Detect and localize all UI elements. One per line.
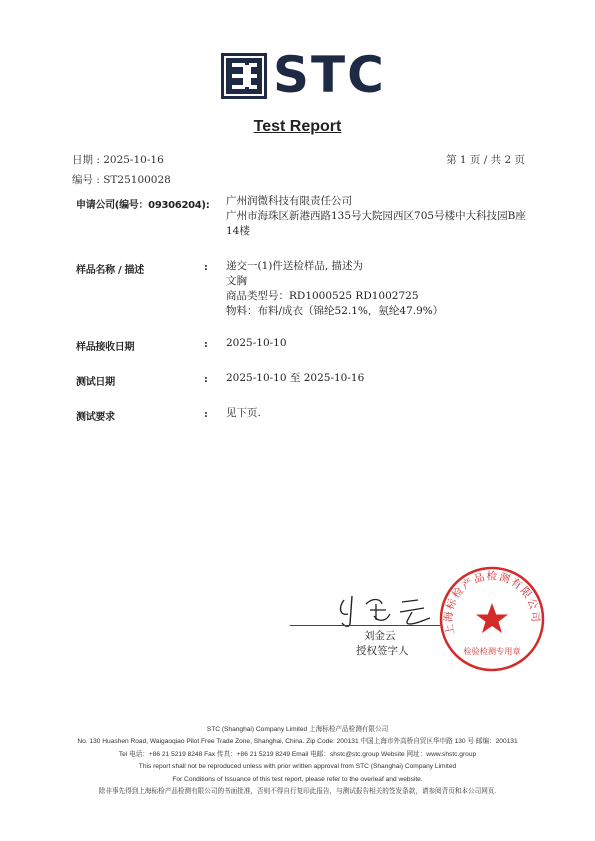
report-number: 编号 : ST25100028 xyxy=(72,174,171,186)
value-line: 递交一(1)件送检样品, 描述为 xyxy=(226,260,364,272)
field-colon: : xyxy=(204,408,208,420)
stamp-ring-text: 上海标检产品检测有限公司 xyxy=(442,570,542,637)
stc-logo xyxy=(221,46,391,104)
value-line: 物料：布料/成衣（锦纶52.1%，氨纶47.9%） xyxy=(226,305,444,317)
footer-company: STC (Shanghai) Company Limited 上海标检产品检测有限公司 xyxy=(206,726,389,733)
field-label-test-date: 测试日期 xyxy=(76,377,115,388)
logo-wordmark: STC xyxy=(273,46,386,104)
signer-name: 刘金云 xyxy=(364,630,396,642)
field-label-receipt-date: 样品接收日期 xyxy=(76,342,135,353)
footer-conditions: For Conditions of Issuance of this test report, please refer to the overleaf and website. xyxy=(172,775,423,783)
report-date: 日期 : 2025-10-16 xyxy=(72,154,164,166)
value-line: 广州市海珠区新港西路135号大院园西区705号楼中大科技园B座 xyxy=(226,210,526,222)
field-label-applicant: 申请公司(编号：09306204): xyxy=(76,200,210,211)
field-colon: : xyxy=(204,338,208,350)
field-label-sample: 样品名称 / 描述 xyxy=(76,265,144,276)
signature-line xyxy=(290,625,440,626)
field-colon: : xyxy=(204,261,208,273)
footer-notice: This report shall not be reproduced unless with prior written approval from STC (Shanghai) Company Limited xyxy=(138,763,457,771)
footer-notice-zh: 除非事先得到上海标检产品检测有限公司的书面批准，否则不得自行复印此报告，与测试报告相关的签发条款，请参阅背页和本公司网页. xyxy=(98,788,497,796)
field-value-applicant xyxy=(226,194,546,239)
value-line: 2025-10-10 xyxy=(226,337,287,349)
field-value-sample xyxy=(226,259,546,319)
value-line: 2025-10-10 至 2025-10-16 xyxy=(226,372,365,384)
footer-address: No. 130 Huashen Road, Waigaoqiao Pilot Free Trade Zone, Shanghai, China. Zip Code: 200131 中国上海市外高桥自贸区华申路 130 号 邮编：200131 xyxy=(77,738,518,746)
signer-title: 授权签字人 xyxy=(356,645,409,657)
page-indicator: 第 1 页 / 共 2 页 xyxy=(446,154,525,166)
stamp-bottom-text: 检验检测专用章 xyxy=(463,646,521,656)
value-line: 商品类型号：RD1000525 RD1002725 xyxy=(226,290,419,302)
field-value-receipt-date xyxy=(226,336,546,351)
field-label-test-requirement: 测试要求 xyxy=(76,412,115,423)
value-line: 广州润微科技有限责任公司 xyxy=(226,195,352,207)
field-colon: : xyxy=(204,373,208,385)
company-stamp-icon xyxy=(438,565,546,673)
value-line: 文胸 xyxy=(226,275,247,287)
value-line: 14楼 xyxy=(226,225,250,237)
handwritten-signature xyxy=(330,590,440,630)
report-title: Test Report xyxy=(253,118,342,135)
footer xyxy=(0,724,595,798)
field-value-test-date xyxy=(226,371,546,386)
stamp-star-icon xyxy=(476,603,508,633)
value-line: 见下页. xyxy=(226,407,261,419)
stc-logo-mark-icon xyxy=(221,53,267,99)
footer-contact: Tel 电话：+86 21 5219 8248 Fax 传真：+86 21 5219 8249 Email 电邮：shstc@stc.group Website 网址：www.shstc.group xyxy=(118,750,477,758)
field-value-test-requirement xyxy=(226,406,546,421)
